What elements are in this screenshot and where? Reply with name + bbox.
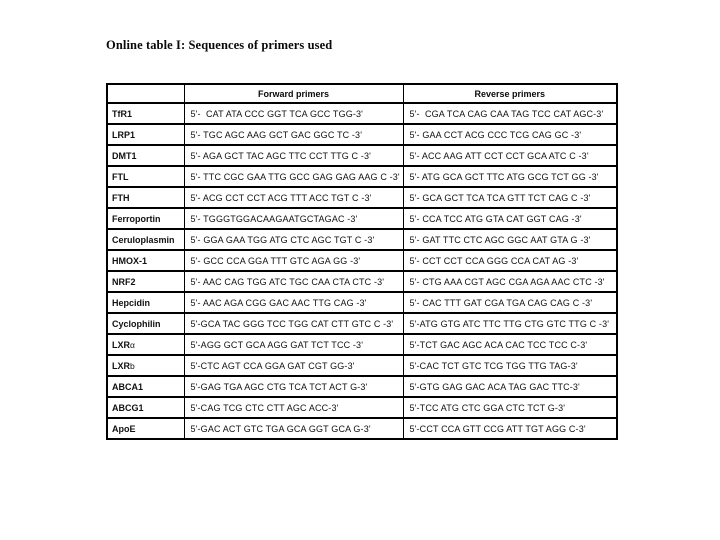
forward-primer-cell: 5'- GCC CCA GGA TTT GTC AGA GG -3'	[184, 250, 403, 271]
gene-name-cell	[107, 229, 184, 250]
gene-name-cell	[107, 103, 184, 124]
reverse-primer-cell: 5'- GCA GCT TCA TCA GTT TCT CAG C -3'	[403, 187, 617, 208]
table-row	[107, 166, 617, 187]
gene-name-label: ABCG1	[112, 402, 144, 413]
gene-name-suffix: α	[130, 339, 135, 350]
table-row	[107, 229, 617, 250]
gene-name-label: TfR1	[112, 108, 132, 119]
primers-table	[106, 83, 618, 440]
gene-name-label: FTL	[112, 171, 129, 182]
gene-name-label: LXR	[112, 339, 130, 350]
gene-name-label: ABCA1	[112, 381, 144, 392]
gene-name-cell	[107, 334, 184, 355]
gene-name-label: HMOX-1	[112, 255, 148, 266]
forward-primer-cell: 5'-GCA TAC GGG TCC TGG CAT CTT GTC C -3'	[184, 313, 403, 334]
table-row	[107, 397, 617, 418]
gene-name-cell	[107, 271, 184, 292]
header-empty-cell	[107, 84, 184, 103]
reverse-primer-cell: 5'-TCT GAC AGC ACA CAC TCC TCC C-3'	[403, 334, 617, 355]
gene-name-label: Hepcidin	[112, 297, 151, 308]
reverse-primer-cell: 5'-ATG GTG ATC TTC TTG CTG GTC TTG C -3'	[403, 313, 617, 334]
forward-primer-cell: 5'-GAG TGA AGC CTG TCA TCT ACT G-3'	[184, 376, 403, 397]
forward-primer-cell: 5'- TGGGTGGACAAGAATGCTAGAC -3'	[184, 208, 403, 229]
gene-name-cell	[107, 313, 184, 334]
reverse-primer-cell: 5'- CTG AAA CGT AGC CGA AGA AAC CTC -3'	[403, 271, 617, 292]
table-row	[107, 145, 617, 166]
gene-name-cell	[107, 166, 184, 187]
gene-name-label: Cyclophilin	[112, 318, 161, 329]
forward-primer-cell: 5'- ACG CCT CCT ACG TTT ACC TGT C -3'	[184, 187, 403, 208]
gene-name-cell	[107, 208, 184, 229]
gene-name-label: Ceruloplasmin	[112, 234, 175, 245]
table-row	[107, 355, 617, 376]
gene-name-cell	[107, 355, 184, 376]
table-row	[107, 208, 617, 229]
reverse-primer-cell: 5'- CCT CCT CCA GGG CCA CAT AG -3'	[403, 250, 617, 271]
table-row	[107, 292, 617, 313]
gene-name-label: FTH	[112, 192, 130, 203]
gene-name-label: Ferroportin	[112, 213, 161, 224]
reverse-primer-cell: 5'- GAT TTC CTC AGC GGC AAT GTA G -3'	[403, 229, 617, 250]
table-row	[107, 187, 617, 208]
table-row	[107, 334, 617, 355]
gene-name-cell	[107, 187, 184, 208]
forward-primer-cell: 5'- TTC CGC GAA TTG GCC GAG GAG AAG C -3'	[184, 166, 403, 187]
reverse-primer-cell: 5'- CCA TCC ATG GTA CAT GGT CAG -3'	[403, 208, 617, 229]
forward-primer-cell: 5'- AAC AGA CGG GAC AAC TTG CAG -3'	[184, 292, 403, 313]
gene-name-cell	[107, 250, 184, 271]
gene-name-cell	[107, 397, 184, 418]
gene-name-cell	[107, 376, 184, 397]
reverse-primer-cell: 5'-CAC TCT GTC TCG TGG TTG TAG-3'	[403, 355, 617, 376]
forward-primer-cell: 5'-CTC AGT CCA GGA GAT CGT GG-3'	[184, 355, 403, 376]
table-header-row	[107, 84, 617, 103]
reverse-primer-cell: 5'-TCC ATG CTC GGA CTC TCT G-3'	[403, 397, 617, 418]
table-row	[107, 250, 617, 271]
forward-primer-cell: 5'- AGA GCT TAC AGC TTC CCT TTG C -3'	[184, 145, 403, 166]
table-row	[107, 418, 617, 439]
reverse-primer-cell: 5'-CCT CCA GTT CCG ATT TGT AGG C-3'	[403, 418, 617, 439]
table-body	[107, 103, 617, 439]
gene-name-label: DMT1	[112, 150, 137, 161]
page-title: Online table I: Sequences of primers used	[106, 38, 333, 52]
gene-name-cell	[107, 418, 184, 439]
table-row	[107, 103, 617, 124]
gene-name-label: LXR	[112, 360, 130, 371]
gene-name-suffix: b	[130, 360, 135, 371]
forward-primer-cell: 5'- CAT ATA CCC GGT TCA GCC TGG-3'	[184, 103, 403, 124]
header-reverse-primers: Reverse primers	[403, 84, 617, 103]
header-forward-primers: Forward primers	[184, 84, 403, 103]
forward-primer-cell: 5'-GAC ACT GTC TGA GCA GGT GCA G-3'	[184, 418, 403, 439]
gene-name-cell	[107, 124, 184, 145]
forward-primer-cell: 5'-CAG TCG CTC CTT AGC ACC-3'	[184, 397, 403, 418]
gene-name-cell	[107, 145, 184, 166]
reverse-primer-cell: 5'- CGA TCA CAG CAA TAG TCC CAT AGC-3'	[403, 103, 617, 124]
forward-primer-cell: 5'- TGC AGC AAG GCT GAC GGC TC -3'	[184, 124, 403, 145]
reverse-primer-cell: 5'-GTG GAG GAC ACA TAG GAC TTC-3'	[403, 376, 617, 397]
table-row	[107, 376, 617, 397]
gene-name-label: NRF2	[112, 276, 136, 287]
forward-primer-cell: 5'- GGA GAA TGG ATG CTC AGC TGT C -3'	[184, 229, 403, 250]
forward-primer-cell: 5'-AGG GCT GCA AGG GAT TCT TCC -3'	[184, 334, 403, 355]
gene-name-label: ApoE	[112, 423, 136, 434]
reverse-primer-cell: 5'- ATG GCA GCT TTC ATG GCG TCT GG -3'	[403, 166, 617, 187]
reverse-primer-cell: 5'- ACC AAG ATT CCT CCT GCA ATC C -3'	[403, 145, 617, 166]
table-row	[107, 124, 617, 145]
gene-name-cell	[107, 292, 184, 313]
table-row	[107, 271, 617, 292]
reverse-primer-cell: 5'- GAA CCT ACG CCC TCG CAG GC -3'	[403, 124, 617, 145]
gene-name-label: LRP1	[112, 129, 136, 140]
reverse-primer-cell: 5'- CAC TTT GAT CGA TGA CAG CAG C -3'	[403, 292, 617, 313]
forward-primer-cell: 5'- AAC CAG TGG ATC TGC CAA CTA CTC -3'	[184, 271, 403, 292]
table-row	[107, 313, 617, 334]
